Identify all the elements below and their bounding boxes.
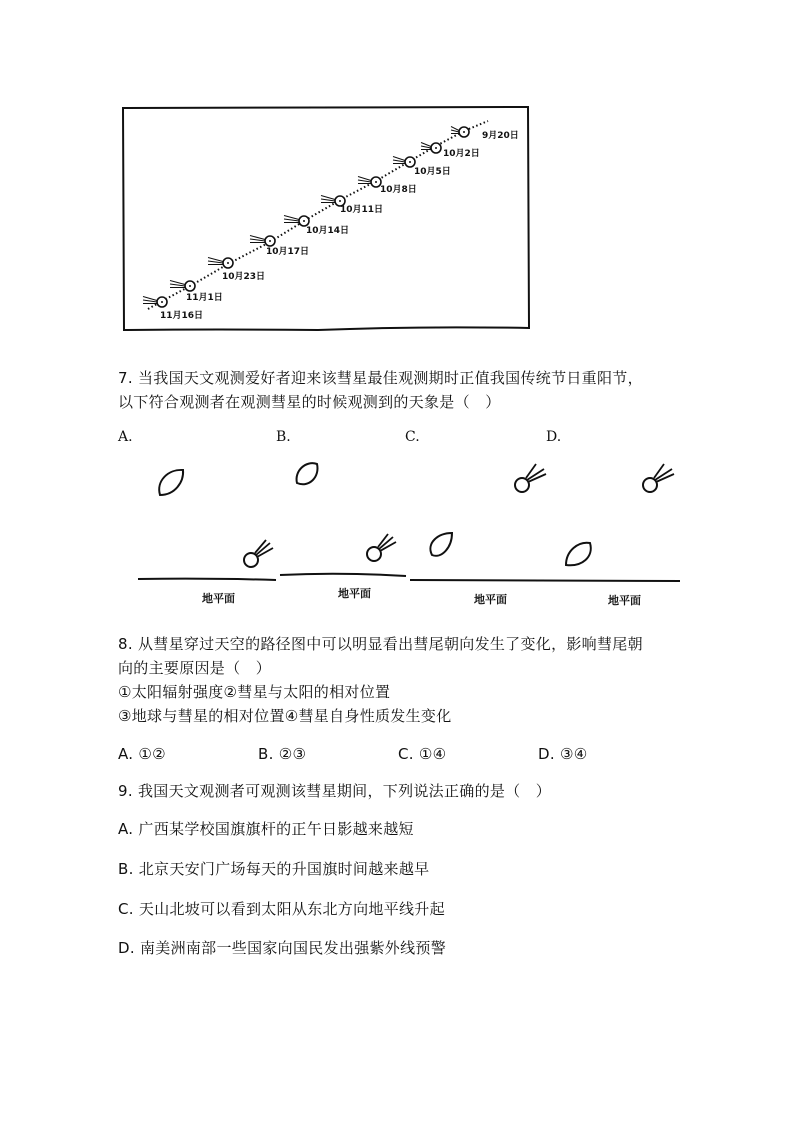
date-label: 10月8日 [380, 185, 417, 195]
q9-stem: 9. 我国天文观测者可观测该彗星期间，下列说法正确的是（ ） [118, 782, 552, 800]
comet-path-figure [118, 104, 534, 334]
moon-shape-a [159, 470, 183, 495]
comet-marker [284, 216, 309, 227]
date-label: 9月20日 [482, 131, 519, 141]
figure-frame [123, 107, 529, 330]
q7-option-d[interactable]: D. [546, 429, 562, 445]
comet-symbol-a [244, 540, 273, 567]
q8-stem-line1: 8. 从彗星穿过天空的路径图中可以明显看出彗尾朝向发生了变化，影响彗尾朝 [118, 635, 643, 653]
horizon-line-b [280, 574, 406, 576]
comet-marker [421, 143, 441, 154]
q8-stem-line2: 向的主要原因是（ ） [118, 659, 272, 677]
date-label: 11月1日 [186, 293, 223, 303]
date-label: 11月16日 [160, 311, 204, 321]
comet-marker [393, 157, 415, 168]
horizon-line-a [138, 579, 276, 580]
q8-option-d[interactable]: D. ③④ [538, 745, 588, 763]
moon-shape-d [566, 543, 591, 566]
q8-option-a[interactable]: A. ①② [118, 745, 166, 763]
date-label: 10月11日 [340, 205, 384, 215]
horizon-label-c: 地平面 [474, 593, 507, 606]
q9-option-b[interactable]: B. 北京天安门广场每天的升国旗时间越来越早 [118, 860, 430, 878]
horizon-label-b: 地平面 [338, 587, 371, 600]
comet-marker [250, 236, 275, 247]
horizon-label-d: 地平面 [608, 594, 641, 607]
q7-option-a[interactable]: A. [118, 429, 133, 445]
q9-option-c[interactable]: C. 天山北坡可以看到太阳从东北方向地平线升起 [118, 900, 445, 918]
moon-shape-b [297, 463, 318, 484]
q7-stem-line2: 以下符合观测者在观测彗星的时候观测到的天象是（ ） [118, 393, 501, 411]
comet-marker [208, 258, 233, 269]
q9-option-a[interactable]: A. 广西某学校国旗旗杆的正午日影越来越短 [118, 820, 414, 838]
horizon-label-a: 地平面 [202, 592, 235, 605]
comet-symbol-c [515, 464, 546, 492]
comet-marker [451, 127, 469, 138]
q8-option-b[interactable]: B. ②③ [258, 745, 307, 763]
moon-shape-c [430, 533, 452, 556]
horizon-line-cd [410, 580, 680, 581]
comet-marker [358, 177, 381, 188]
date-label: 10月23日 [222, 272, 266, 282]
comet-marker [143, 297, 167, 308]
comet-marker [170, 281, 195, 292]
date-label: 10月2日 [443, 149, 480, 159]
q9-option-d[interactable]: D. 南美洲南部一些国家向国民发出强紫外线预警 [118, 939, 446, 957]
q8-option-c[interactable]: C. ①④ [398, 745, 447, 763]
q7-option-b[interactable]: B. [276, 429, 291, 445]
date-label: 10月14日 [306, 226, 350, 236]
date-label: 10月17日 [266, 247, 310, 257]
q7-stem-line1: 7. 当我国天文观测爱好者迎来该彗星最佳观测期时正值我国传统节日重阳节， [118, 369, 643, 387]
q8-factors-line1: ①太阳辐射强度②彗星与太阳的相对位置 [118, 683, 391, 701]
comet-symbol-d [643, 464, 674, 492]
q7-option-c[interactable]: C. [405, 429, 420, 445]
date-label: 10月5日 [414, 167, 451, 177]
comet-symbol-b [367, 534, 396, 561]
q8-factors-line2: ③地球与彗星的相对位置④彗星自身性质发生变化 [118, 707, 452, 725]
